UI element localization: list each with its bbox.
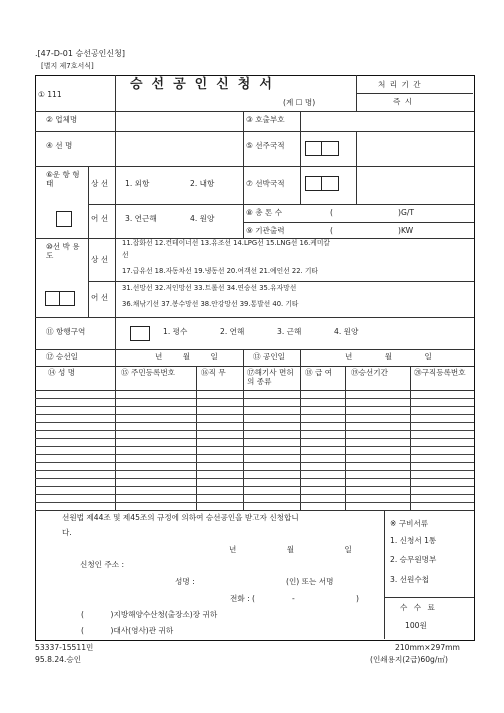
ship-use-sangseon-line1: 11.잡화선 12.컨테이너선 13.유조선 14.LPG선 15.LNG선 16.케미칼: [122, 239, 331, 247]
certify-date-value[interactable]: 년 월 일: [345, 352, 432, 361]
ship-name-label: ④ 선 명: [46, 141, 73, 150]
route-option-1[interactable]: 1. 평수: [163, 327, 188, 336]
ship-country-label: ⑦ 선박국적: [246, 179, 285, 188]
table-row[interactable]: [35, 438, 474, 439]
docs-label: ※ 구비서류: [390, 519, 429, 528]
route-option-3[interactable]: 3. 근해: [277, 327, 302, 336]
company-label: ② 업체명: [46, 115, 78, 124]
table-row[interactable]: [35, 446, 474, 447]
recipient-1: ( )지방해양수산청(출장소)장 귀하: [81, 610, 218, 619]
table-row[interactable]: [35, 470, 474, 471]
footer-left-1: 53337-15511민: [35, 643, 94, 652]
footer-right-1: 210mm×297mm: [395, 643, 460, 652]
table-row[interactable]: [35, 422, 474, 423]
doc-item-3: 3. 선원수첩: [390, 575, 430, 584]
ship-use-eoseon-line2: 36.채낚기선 37.봉수망선 38.안강망선 39.통발선 40. 기타: [122, 300, 299, 308]
col-license-type: ⑰해기사 면허의 종류: [247, 368, 294, 386]
col-duty: ⑯직 무: [201, 368, 226, 377]
tonnage-open: (: [330, 208, 333, 217]
applicant-name-label: 성명 :: [175, 577, 195, 586]
table-row[interactable]: [35, 454, 474, 455]
route-box[interactable]: [130, 326, 150, 341]
owner-country-box-2[interactable]: [321, 141, 339, 156]
phone-close: ): [356, 594, 359, 603]
form-title: 승선공인신청서: [130, 77, 281, 92]
statement-line2: 다.: [62, 528, 72, 537]
boarding-date-value[interactable]: 년 월 일: [155, 352, 218, 361]
engine-open: (: [330, 226, 333, 235]
phone-dash: -: [292, 594, 295, 603]
ship-use-box-2[interactable]: [59, 291, 75, 306]
operation-label: ⑥운 항 형 태: [46, 170, 80, 188]
certify-date-label: ⑬ 공인일: [253, 352, 286, 361]
footer-right-2: (인쇄용지(2급)60g/㎡): [370, 655, 448, 664]
doc-item-2: 2. 승무원명부: [390, 555, 437, 564]
col-name: ⑭ 성 명: [48, 368, 76, 377]
footer-left-2: 95.8.24.승인: [35, 655, 82, 664]
table-row[interactable]: [35, 462, 474, 463]
recipient-2: ( )대사(영사)관 귀하: [81, 626, 174, 635]
table-row[interactable]: [35, 486, 474, 487]
table-row[interactable]: [35, 478, 474, 479]
ship-use-label: ⑩선 박 용 도: [46, 242, 80, 260]
fee-value: 100원: [405, 621, 427, 630]
engine-unit: )KW: [398, 226, 414, 235]
item-111: ① 111: [38, 90, 62, 99]
doc-item-1: 1. 신청서 1통: [390, 536, 437, 545]
applicant-sign: (인) 또는 서명: [286, 577, 334, 586]
phone-label: 전화 : (: [230, 594, 256, 603]
ship-use-sangseon-line3: 17.급유선 18.자동차선 19.냉동선 20.여객선 21.예인선 22. 기타: [122, 267, 319, 275]
applicant-address-label: 신청인 주소 :: [80, 560, 125, 569]
engine-label: ⑨ 기관출력: [246, 226, 285, 235]
processing-period-label: 처 리 기 간: [378, 80, 422, 89]
col-job-registration: ⑳구직등록번호: [414, 368, 466, 377]
table-row[interactable]: [35, 414, 474, 415]
route-option-2[interactable]: 2. 연해: [220, 327, 245, 336]
table-row[interactable]: [35, 398, 474, 399]
form-code: .[47-D-01 승선공인신청]: [35, 49, 125, 58]
boarding-date-label: ⑫ 승선일: [46, 352, 79, 361]
ship-use-eoseon-line1: 31.선망선 32.저인망선 33.트롤선 34.연승선 35.유자망선: [122, 284, 297, 292]
title-count: (계 ☐ 명): [283, 98, 316, 107]
operation-option-2[interactable]: 2. 내항: [190, 179, 215, 188]
ship-use-eoseon-label: 어 선: [91, 293, 109, 302]
operation-option-3[interactable]: 3. 연근해: [125, 214, 157, 223]
col-boarding-period: ⑲승선기간: [351, 368, 388, 377]
operation-eoseon-label: 어 선: [91, 214, 109, 223]
table-row[interactable]: [35, 502, 474, 503]
route-option-4[interactable]: 4. 원양: [334, 327, 359, 336]
operation-option-1[interactable]: 1. 외항: [125, 179, 150, 188]
ship-use-sangseon-line2: 선: [122, 251, 129, 259]
route-label: ⑪ 항행구역: [46, 327, 86, 336]
tonnage-label: ⑧ 총 톤 수: [246, 208, 283, 217]
statement-date[interactable]: 년 월 일: [229, 545, 352, 554]
call-sign-label: ③ 호출부호: [246, 115, 285, 124]
statement-line1: 선원법 제44조 및 제45조의 규정에 의하여 승선공인을 받고자 신청합니: [62, 513, 299, 522]
owner-country-label: ⑤ 선주국적: [246, 141, 285, 150]
col-salary: ⑱ 급 여: [305, 368, 333, 377]
operation-option-4[interactable]: 4. 원양: [190, 214, 215, 223]
col-resident-number: ⑮ 주민등록번호: [121, 368, 176, 377]
processing-period-value: 즉 시: [393, 97, 414, 106]
table-row[interactable]: [35, 494, 474, 495]
ship-use-sangseon-label: 상 선: [91, 255, 109, 264]
table-row[interactable]: [35, 430, 474, 431]
tonnage-unit: )G/T: [398, 208, 415, 217]
ship-country-box-2[interactable]: [321, 176, 339, 191]
operation-sangseon-label: 상 선: [91, 179, 109, 188]
form-number: [별지 제7호서식]: [41, 62, 94, 70]
table-row[interactable]: [35, 406, 474, 407]
operation-checkbox[interactable]: [56, 211, 72, 227]
fee-label: 수 수 료: [400, 603, 437, 612]
